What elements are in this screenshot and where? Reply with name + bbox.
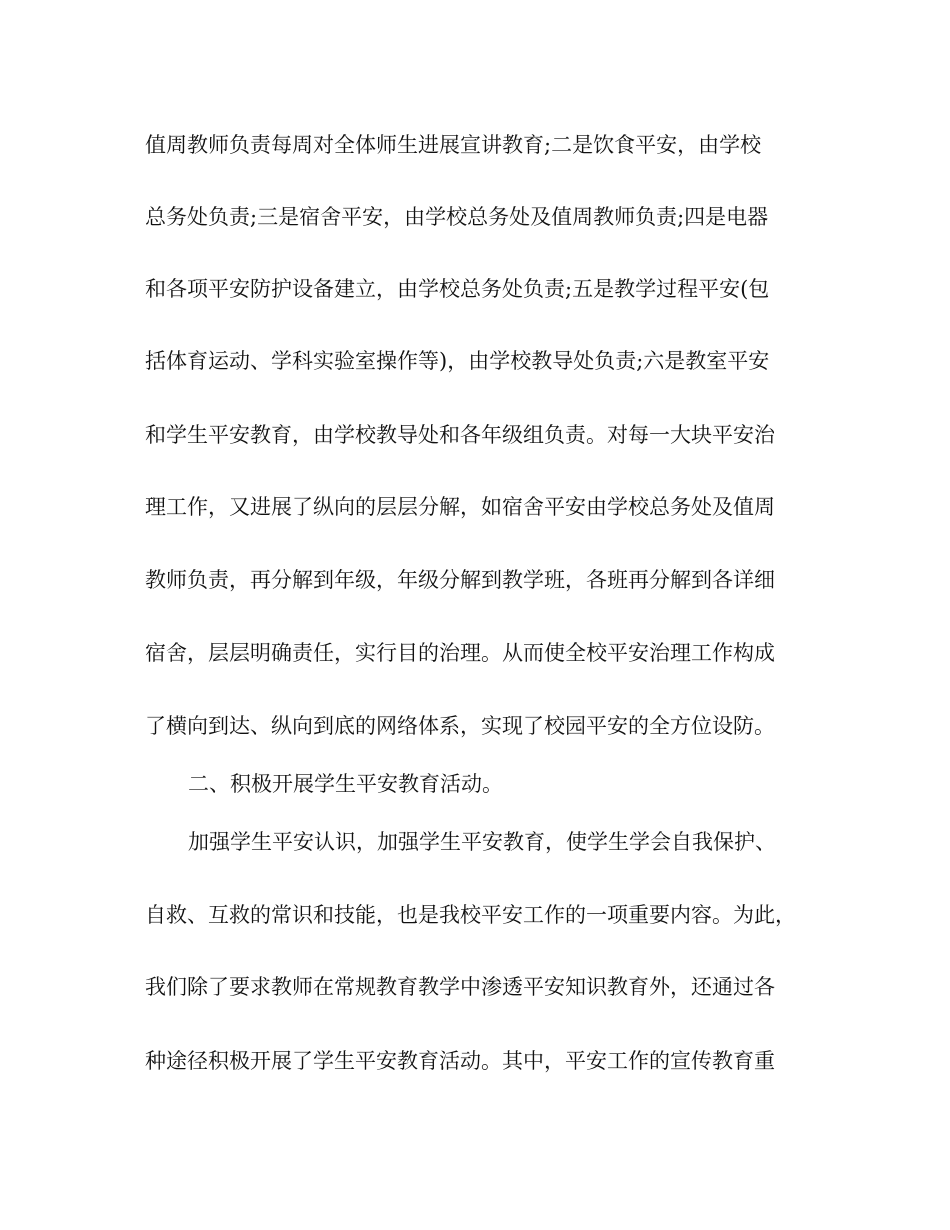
text-line: 宿舍，层层明确责任，实行目的治理。从而使全校平安治理工作构成 [145,641,775,665]
text-line: 了横向到达、纵向到底的网络体系，实现了校园平安的全方位设防。 [145,714,775,738]
text-line: 和学生平安教育，由学校教导处和各年级组负责。对每一大块平安治 [145,423,775,447]
text-line: 理工作，又进展了纵向的层层分解，如宿舍平安由学校总务处及值周 [145,495,775,519]
paragraph-first-line: 加强学生平安认识，加强学生平安教育，使学生学会自我保护、 [188,830,776,854]
text-line: 和各项平安防护设备建立，由学校总务处负责;五是教学过程平安(包 [145,277,770,301]
section-heading: 二、积极开展学生平安教育活动。 [188,772,503,796]
text-line: 总务处负责;三是宿舍平安，由学校总务处及值周教师负责;四是电器 [145,205,769,229]
text-line: 我们除了要求教师在常规教育教学中渗透平安知识教育外，还通过各 [145,975,775,999]
text-line: 括体育运动、学科实验室操作等)，由学校教导处负责;六是教室平安 [145,349,770,373]
text-line: 种途径积极开展了学生平安教育活动。其中，平安工作的宣传教育重 [145,1049,775,1073]
text-line: 自救、互救的常识和技能，也是我校平安工作的一项重要内容。为此， [145,903,796,927]
text-line: 教师负责，再分解到年级，年级分解到教学班，各班再分解到各详细 [145,568,775,592]
text-line: 值周教师负责每周对全体师生进展宣讲教育;二是饮食平安，由学校 [145,133,762,157]
